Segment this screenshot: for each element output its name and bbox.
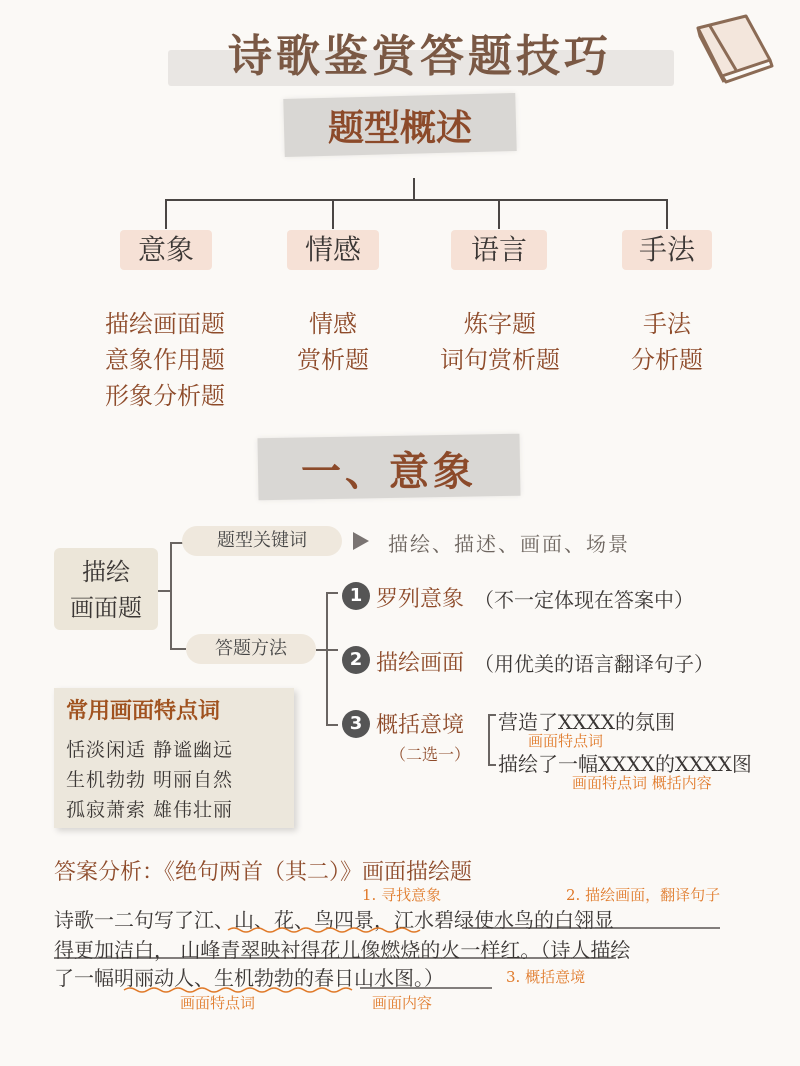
list-item: 生机勃勃 明丽自然	[66, 769, 234, 791]
list-item: 形象分析题	[105, 382, 225, 410]
keyword-list: 描绘、描述、画面、场景	[388, 532, 630, 556]
category-qinggan: 情感	[287, 230, 379, 270]
list-item: 词句赏析题	[440, 346, 560, 374]
list-item: 孤寂萧索 雄伟壮丽	[66, 799, 234, 821]
miaohui-line1: 描绘	[82, 558, 130, 586]
analysis-annotation-2: 2. 描绘画面，翻译句子	[566, 886, 721, 904]
section-heading: 一、意象	[301, 448, 477, 495]
step-number-3: 3	[342, 710, 370, 738]
step-sub-3: （二选一）	[390, 745, 471, 764]
template-1-note: 画面特点词	[528, 732, 604, 750]
analysis-line-2: 得更加洁白， 山峰青翠映衬得花儿像燃烧的火一样红。（诗人描绘	[54, 938, 631, 962]
analysis-heading: 答案分析：《绝句两首（其二）》画面描绘题	[54, 860, 473, 885]
step-number-2: 2	[342, 646, 370, 674]
step-label-3: 概括意境	[376, 713, 465, 738]
list-item: 分析题	[631, 346, 703, 374]
step-label-2: 描绘画面	[376, 651, 465, 676]
analysis-annotation-1: 1. 寻找意象	[362, 886, 442, 904]
step-note-2: （用优美的语言翻译句子）	[474, 652, 714, 676]
template-1: 营造了XXXX的氛围	[498, 710, 675, 734]
analysis-annotation-3: 3. 概括意境	[506, 968, 586, 986]
method-tag: 答题方法	[186, 634, 316, 664]
list-item: 描绘画面题	[105, 310, 225, 338]
list-item: 意象作用题	[105, 346, 225, 374]
category-yixiang: 意象	[120, 230, 212, 270]
miaohui-line2: 画面题	[70, 594, 142, 622]
analysis-line-3: 了一幅明丽动人、生机勃勃的春日山水图。）	[54, 966, 444, 990]
analysis-line-1: 诗歌一二句写了江、山、花、鸟四景，江水碧绿使水鸟的白翎显	[54, 908, 614, 932]
step-note-1: （不一定体现在答案中）	[474, 588, 694, 612]
list-item: 炼字题	[464, 310, 536, 338]
category-shoufa: 手法	[622, 230, 712, 270]
category-yuyan: 语言	[451, 230, 547, 270]
page-title: 诗歌鉴赏答题技巧	[228, 31, 612, 82]
analysis-annotation-4: 画面特点词	[180, 994, 256, 1012]
overview-heading: 题型概述	[327, 107, 472, 149]
list-item: 情感	[309, 310, 357, 338]
list-item: 恬淡闲适 静谧幽远	[66, 739, 234, 761]
list-item: 赏析题	[297, 346, 369, 374]
analysis-annotation-5: 画面内容	[372, 994, 433, 1012]
template-2-note: 画面特点词 概括内容	[572, 774, 712, 792]
keyword-tag: 题型关键词	[182, 526, 342, 556]
phrase-note-title: 常用画面特点词	[66, 698, 221, 724]
template-2: 描绘了一幅XXXX的XXXX图	[498, 752, 752, 776]
step-label-1: 罗列意象	[376, 587, 465, 612]
list-item: 手法	[643, 310, 691, 338]
step-number-1: 1	[342, 582, 370, 610]
